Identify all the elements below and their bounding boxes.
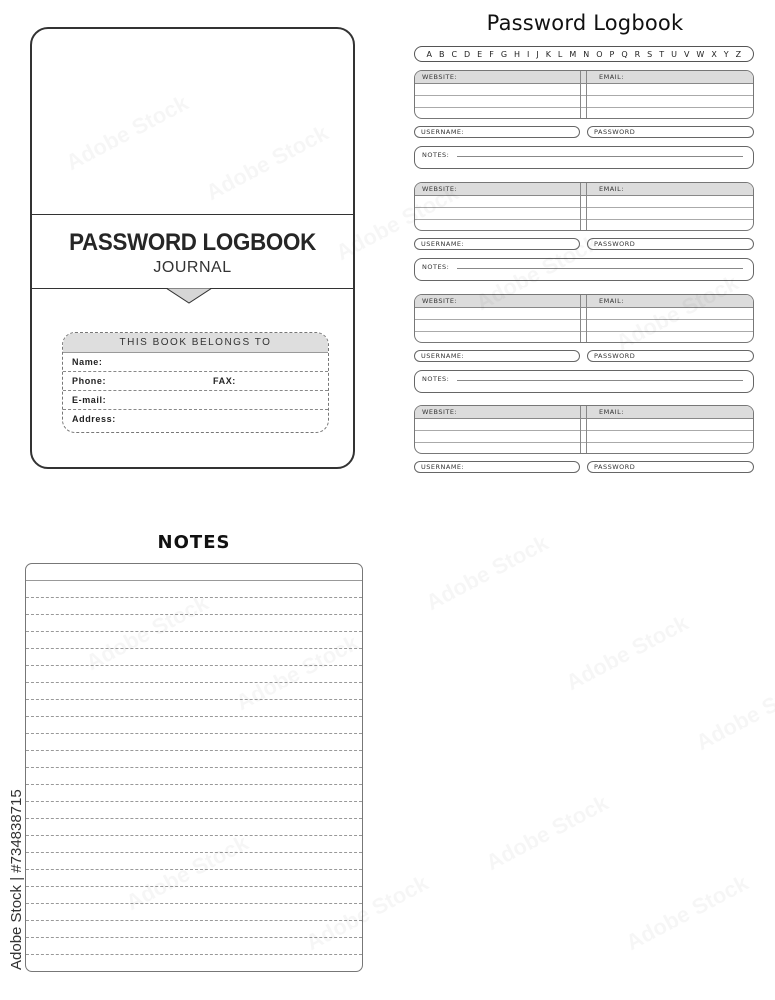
- grid-line: [415, 207, 753, 208]
- alphabet-letter[interactable]: Q: [621, 49, 628, 59]
- website-label: WEBSITE:: [422, 73, 458, 81]
- alphabet-index: [414, 46, 754, 62]
- password-label: PASSWORD: [594, 352, 636, 360]
- grid-divider: [586, 406, 587, 453]
- ruled-line: [26, 801, 362, 802]
- alphabet-letter[interactable]: L: [557, 49, 563, 59]
- password-field[interactable]: [587, 238, 754, 250]
- cover-title: PASSWORD LOGBOOK: [69, 229, 316, 256]
- alphabet-letter[interactable]: V: [683, 49, 690, 59]
- grid-divider: [586, 183, 587, 230]
- password-field[interactable]: [587, 126, 754, 138]
- credential-grid: [414, 70, 754, 119]
- ruled-line: [26, 597, 362, 598]
- stock-watermark: [482, 790, 613, 876]
- notes-field[interactable]: [414, 146, 754, 169]
- owner-phone-row: [63, 372, 328, 391]
- alphabet-letter[interactable]: E: [477, 49, 483, 59]
- grid-header: [415, 71, 753, 84]
- alphabet-letter[interactable]: Y: [723, 49, 729, 59]
- alphabet-letter[interactable]: U: [671, 49, 677, 59]
- grid-line: [415, 442, 753, 443]
- grid-divider: [580, 295, 581, 342]
- owner-info-box: [62, 332, 329, 433]
- website-label: WEBSITE:: [422, 408, 458, 416]
- owner-heading: THIS BOOK BELONGS TO: [63, 333, 328, 353]
- ruled-line: [26, 767, 362, 768]
- ruled-line: [26, 614, 362, 615]
- grid-header: [415, 295, 753, 308]
- credential-grid: [414, 294, 754, 343]
- grid-line: [415, 95, 753, 96]
- alphabet-letter[interactable]: O: [596, 49, 603, 59]
- notes-label: NOTES:: [422, 263, 450, 271]
- address-label: Address:: [72, 414, 116, 424]
- notes-lined-box: [25, 563, 363, 972]
- alphabet-letter[interactable]: I: [527, 49, 530, 59]
- cover-title-band: [32, 214, 353, 289]
- email-label: EMAIL:: [599, 408, 624, 416]
- alphabet-letter[interactable]: M: [569, 49, 577, 59]
- grid-line: [415, 430, 753, 431]
- ruled-line: [26, 886, 362, 887]
- alphabet-letter[interactable]: N: [583, 49, 590, 59]
- ruled-line: [26, 580, 362, 581]
- ruled-line: [26, 903, 362, 904]
- stock-watermark: [622, 870, 753, 956]
- email-label: E-mail:: [72, 395, 107, 405]
- password-label: PASSWORD: [594, 463, 636, 471]
- ruled-line: [26, 665, 362, 666]
- email-label: EMAIL:: [599, 297, 624, 305]
- grid-divider: [580, 406, 581, 453]
- notes-page-title: NOTES: [157, 532, 231, 553]
- phone-label: Phone:: [72, 376, 107, 386]
- ruled-line: [26, 835, 362, 836]
- ruled-line: [26, 682, 362, 683]
- username-label: USERNAME:: [421, 240, 465, 248]
- password-label: PASSWORD: [594, 240, 636, 248]
- ruled-line: [26, 733, 362, 734]
- notes-line: [457, 268, 743, 269]
- notes-line: [457, 156, 743, 157]
- chevron-down-icon: [166, 288, 212, 304]
- ruled-line: [26, 699, 362, 700]
- ruled-line: [26, 852, 362, 853]
- ruled-line: [26, 954, 362, 955]
- stock-credit: Adobe Stock | #734838715: [8, 789, 25, 970]
- owner-name-row: [63, 353, 328, 372]
- fax-label: FAX:: [213, 376, 236, 386]
- alphabet-letter[interactable]: R: [634, 49, 641, 59]
- alphabet-letter[interactable]: A: [426, 49, 432, 59]
- alphabet-letter[interactable]: D: [464, 49, 471, 59]
- username-field[interactable]: [414, 126, 580, 138]
- email-label: EMAIL:: [599, 73, 624, 81]
- notes-field[interactable]: [414, 370, 754, 393]
- alphabet-letter[interactable]: P: [609, 49, 615, 59]
- alphabet-letter[interactable]: S: [647, 49, 653, 59]
- ruled-line: [26, 784, 362, 785]
- username-label: USERNAME:: [421, 128, 465, 136]
- alphabet-letter[interactable]: T: [659, 49, 665, 59]
- alphabet-letter[interactable]: J: [536, 49, 539, 59]
- owner-address-row: [63, 410, 328, 429]
- grid-divider: [580, 71, 581, 118]
- stock-watermark: [562, 610, 693, 696]
- grid-divider: [580, 183, 581, 230]
- credential-grid: [414, 182, 754, 231]
- alphabet-letter[interactable]: W: [696, 49, 705, 59]
- alphabet-letter[interactable]: C: [451, 49, 458, 59]
- grid-divider: [586, 295, 587, 342]
- password-label: PASSWORD: [594, 128, 636, 136]
- ruled-line: [26, 937, 362, 938]
- website-label: WEBSITE:: [422, 297, 458, 305]
- grid-line: [415, 319, 753, 320]
- website-label: WEBSITE:: [422, 185, 458, 193]
- ruled-line: [26, 716, 362, 717]
- username-field[interactable]: [414, 350, 580, 362]
- notes-label: NOTES:: [422, 151, 450, 159]
- alphabet-letter[interactable]: Z: [735, 49, 742, 59]
- password-field[interactable]: [587, 350, 754, 362]
- ruled-line: [26, 869, 362, 870]
- notes-line: [457, 380, 743, 381]
- alphabet-letter[interactable]: X: [711, 49, 717, 59]
- notes-field[interactable]: [414, 258, 754, 281]
- alphabet-letter[interactable]: F: [489, 49, 494, 59]
- username-field[interactable]: [414, 238, 580, 250]
- logbook-title: Password Logbook: [486, 11, 684, 35]
- cover-subtitle: JOURNAL: [153, 259, 232, 276]
- notes-label: NOTES:: [422, 375, 450, 383]
- stock-watermark: [692, 670, 775, 756]
- ruled-line: [26, 920, 362, 921]
- alphabet-letter[interactable]: K: [545, 49, 551, 59]
- stock-watermark: [422, 530, 553, 616]
- username-field[interactable]: [414, 461, 580, 473]
- grid-line: [415, 331, 753, 332]
- grid-header: [415, 183, 753, 196]
- alphabet-letter[interactable]: H: [514, 49, 521, 59]
- username-label: USERNAME:: [421, 352, 465, 360]
- alphabet-letter[interactable]: B: [438, 49, 445, 59]
- credential-grid: [414, 405, 754, 454]
- journal-cover: [30, 27, 355, 469]
- ruled-line: [26, 631, 362, 632]
- ruled-line: [26, 818, 362, 819]
- ruled-line: [26, 750, 362, 751]
- password-field[interactable]: [587, 461, 754, 473]
- grid-divider: [586, 71, 587, 118]
- alphabet-letter[interactable]: G: [500, 49, 508, 59]
- username-label: USERNAME:: [421, 463, 465, 471]
- name-label: Name:: [72, 357, 103, 367]
- owner-email-row: [63, 391, 328, 410]
- grid-line: [415, 219, 753, 220]
- ruled-line: [26, 648, 362, 649]
- grid-header: [415, 406, 753, 419]
- grid-line: [415, 107, 753, 108]
- email-label: EMAIL:: [599, 185, 624, 193]
